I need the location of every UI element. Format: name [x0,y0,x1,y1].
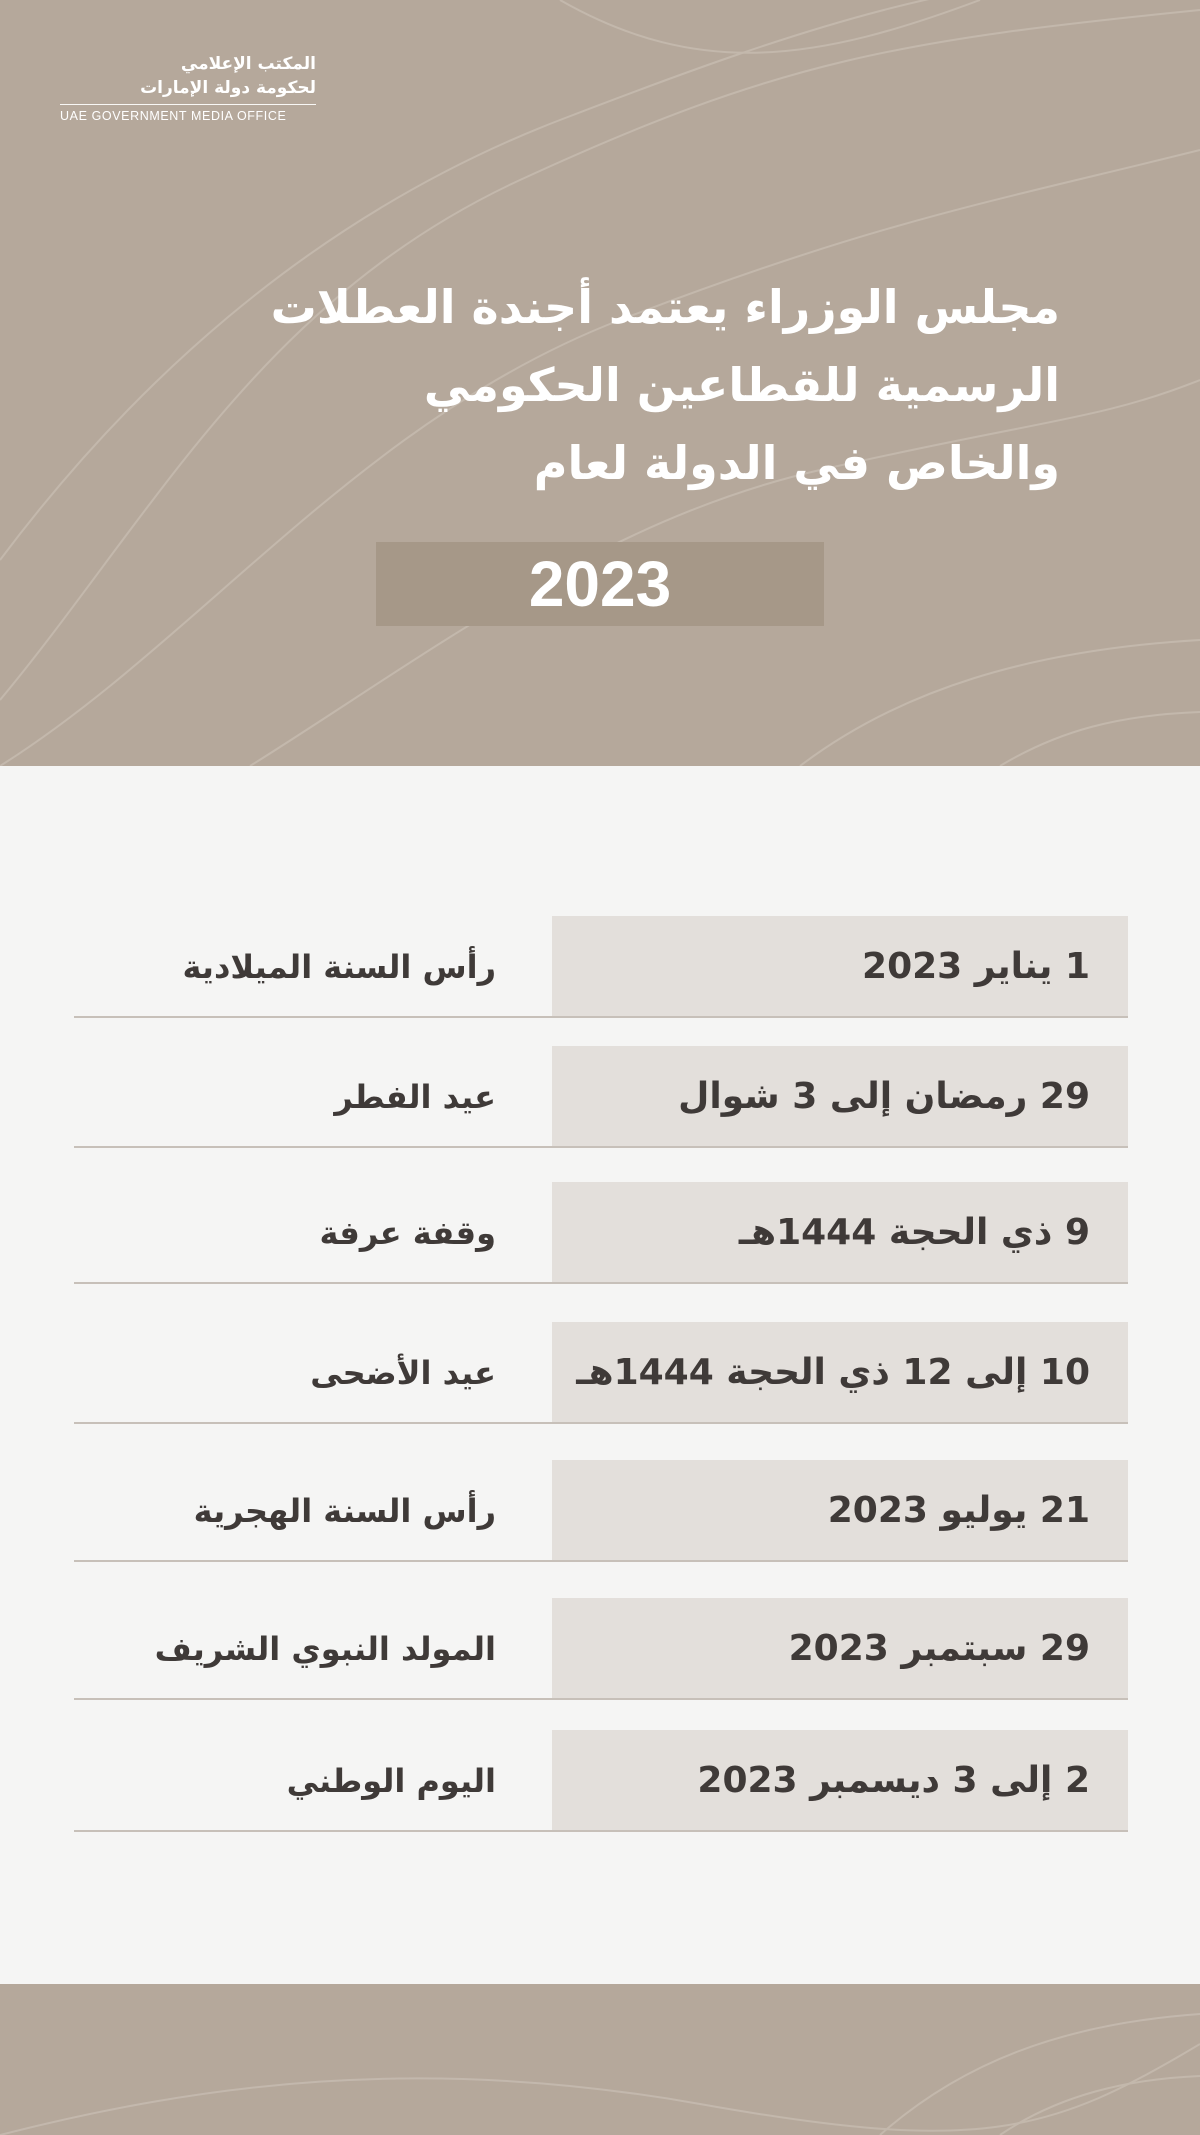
holiday-row [0,1322,1200,1426]
headline [120,268,1060,502]
header-banner [0,0,1200,766]
logo-divider [60,104,316,105]
holiday-row [0,916,1200,1020]
holiday-name: عيد الأضحى [74,1322,552,1424]
holiday-name: وقفة عرفة [74,1182,552,1284]
holiday-name: اليوم الوطني [74,1730,552,1832]
year-badge: 2023 [376,542,824,626]
holiday-date: 1 يناير 2023 [552,916,1128,1018]
footer-banner [0,1984,1200,2135]
headline-line2: الرسمية للقطاعين الحكومي [423,358,1060,412]
holiday-date: 10 إلى 12 ذي الحجة 1444هـ [552,1322,1128,1424]
holiday-name: رأس السنة الهجرية [74,1460,552,1562]
holiday-row [0,1182,1200,1286]
logo-english: UAE GOVERNMENT MEDIA OFFICE [60,109,287,123]
holiday-date: 29 رمضان إلى 3 شوال [552,1046,1128,1148]
headline-line1: مجلس الوزراء يعتمد أجندة العطلات [270,280,1060,334]
holiday-date: 9 ذي الحجة 1444هـ [552,1182,1128,1284]
decorative-waves-footer [0,1984,1200,2135]
holiday-date: 2 إلى 3 ديسمبر 2023 [552,1730,1128,1832]
holiday-name: المولد النبوي الشريف [74,1598,552,1700]
holiday-date: 29 سبتمبر 2023 [552,1598,1128,1700]
holiday-name: رأس السنة الميلادية [74,916,552,1018]
holiday-row [0,1460,1200,1564]
holiday-row [0,1598,1200,1702]
holiday-date: 21 يوليو 2023 [552,1460,1128,1562]
holiday-name: عيد الفطر [74,1046,552,1148]
logo-arabic-line2: لحكومة دولة الإمارات [140,78,316,98]
holiday-row [0,1730,1200,1834]
logo-arabic-line1: المكتب الإعلامي [180,54,316,74]
media-office-logo [60,52,316,123]
headline-line3: والخاص في الدولة لعام [533,436,1060,490]
holiday-row [0,1046,1200,1150]
